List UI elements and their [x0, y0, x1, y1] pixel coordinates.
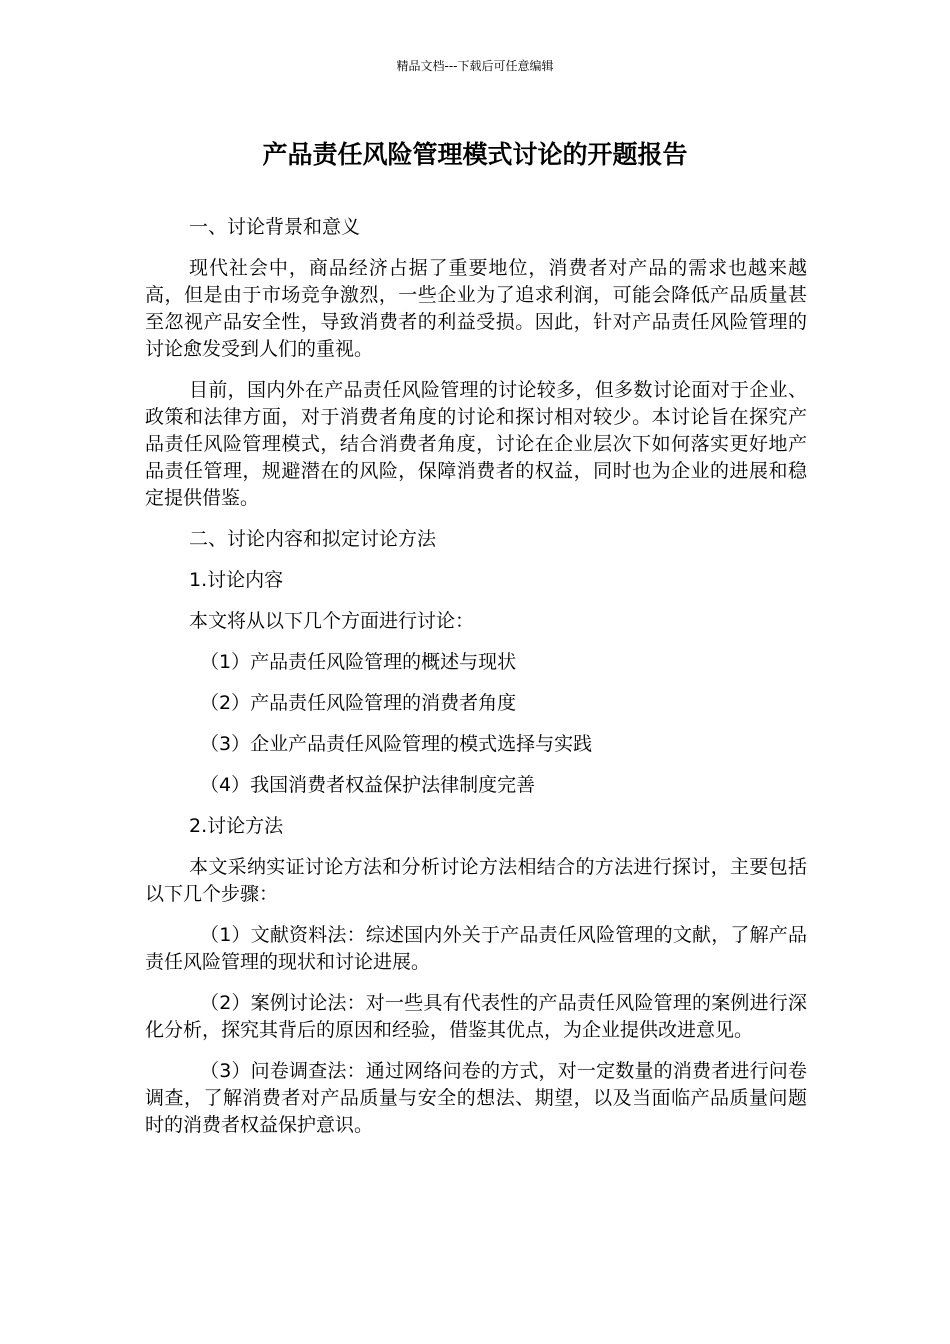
list-item: （1）产品责任风险管理的概述与现状: [200, 651, 517, 673]
subheading-research-methods: 2.讨论方法: [189, 815, 284, 837]
method-item: （2）案例讨论法：对一些具有代表性的产品责任风险管理的案例进行深化分析，探究其背后的原因和经验，借鉴其优点，为企业提供改进意见。: [145, 992, 807, 1041]
section-heading-content-methods: 二、讨论内容和拟定讨论方法: [189, 528, 437, 550]
list-item: （2）产品责任风险管理的消费者角度: [200, 692, 517, 714]
subheading-research-content: 1.讨论内容: [189, 569, 284, 591]
method-item: （1）文献资料法：综述国内外关于产品责任风险管理的文献，了解产品责任风险管理的现状和讨论进展。: [145, 924, 807, 973]
list-item: （4）我国消费者权益保护法律制度完善: [200, 774, 536, 796]
method-item: （3）问卷调查法：通过网络问卷的方式，对一定数量的消费者进行问卷调查，了解消费者对产品质量与安全的想法、期望，以及当面临产品质量问题时的消费者权益保护意识。: [145, 1060, 807, 1136]
paragraph-methods-intro: 本文采纳实证讨论方法和分析讨论方法相结合的方法进行探讨，主要包括以下几个步骤：: [145, 856, 807, 905]
document-title: 产品责任风险管理模式讨论的开题报告: [262, 140, 688, 169]
list-item: （3）企业产品责任风险管理的模式选择与实践: [200, 733, 593, 755]
paragraph-contents-intro: 本文将从以下几个方面进行讨论：: [189, 610, 475, 632]
section-heading-background: 一、讨论背景和意义: [189, 216, 361, 238]
paragraph-research-status: 目前，国内外在产品责任风险管理的讨论较多，但多数讨论面对于企业、政策和法律方面，对于消费者角度的讨论和探讨相对较少。本讨论旨在探究产品责任风险管理模式，结合消费者角度，讨论在企业层次下如何落实更好地产品责任管理，规避潜在的风险，保障消费者的权益，同时也为企业的进展和稳定提供借鉴。: [145, 379, 807, 509]
document-body: [145, 214, 807, 1153]
page-header: 精品文档---下载后可任意编辑: [396, 59, 554, 73]
paragraph-background: 现代社会中，商品经济占据了重要地位，消费者对产品的需求也越来越高，但是由于市场竞争激烈，一些企业为了追求利润，可能会降低产品质量甚至忽视产品安全性，导致消费者的利益受损。因此，针对产品责任风险管理的讨论愈发受到人们的重视。: [145, 257, 807, 360]
